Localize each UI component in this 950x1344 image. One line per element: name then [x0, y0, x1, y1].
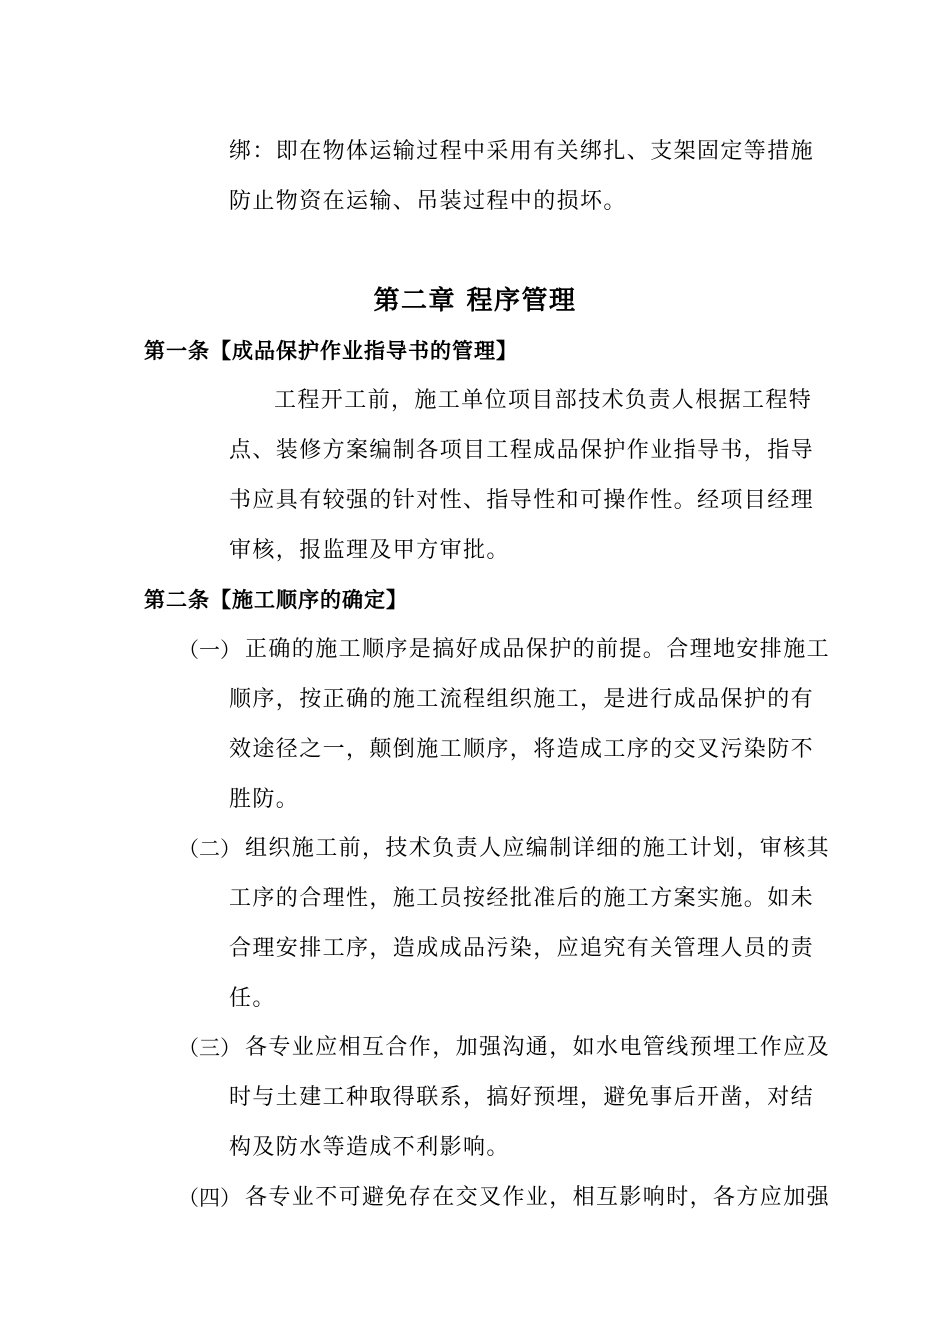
item-line: 组织施工前，技术负责人应编制详细的施工计划，审核其 — [245, 836, 831, 861]
item-line: 合理安排工序，造成成品污染，应追究有关管理人员的责 — [229, 936, 815, 961]
item-line: 任。 — [229, 986, 276, 1011]
item-line: 时与土建工种取得联系，搞好预埋，避免事后开凿，对结 — [229, 1085, 815, 1110]
intro-line: 绑：即在物体运输过程中采用有关绑扎、支架固定等措施 — [229, 139, 815, 164]
paragraph-line: 审核，报监理及甲方审批。 — [229, 538, 510, 563]
paragraph-line: 点、装修方案编制各项目工程成品保护作业指导书，指导 — [229, 438, 815, 463]
item-line: 工序的合理性，施工员按经批准后的施工方案实施。如未 — [229, 886, 815, 911]
item-number: （四） — [178, 1186, 241, 1210]
item-number: （一） — [178, 638, 241, 662]
article-title: 第一条【成品保护作业指导书的管理】 — [144, 339, 518, 363]
item-line: 各专业不可避免存在交叉作业，相互影响时，各方应加强 — [245, 1185, 831, 1210]
item-number: （二） — [178, 837, 241, 861]
item-line: 效途径之一，颠倒施工顺序，将造成工序的交叉污染防不 — [229, 737, 815, 762]
article-title: 第二条【施工顺序的确定】 — [144, 588, 408, 612]
item-line: 各专业应相互合作，加强沟通，如水电管线预埋工作应及 — [245, 1035, 831, 1060]
paragraph-line: 书应具有较强的针对性、指导性和可操作性。经项目经理 — [229, 488, 815, 513]
item-line: 构及防水等造成不利影响。 — [229, 1135, 510, 1160]
chapter-title: 第二章 程序管理 — [373, 286, 577, 316]
paragraph-line: 工程开工前，施工单位项目部技术负责人根据工程特 — [274, 388, 813, 413]
item-line: 胜防。 — [229, 787, 300, 812]
item-line: 正确的施工顺序是搞好成品保护的前提。合理地安排施工 — [245, 637, 831, 662]
intro-line: 防止物资在运输、吊装过程中的损坏。 — [229, 189, 627, 214]
item-number: （三） — [178, 1036, 241, 1060]
item-line: 顺序，按正确的施工流程组织施工，是进行成品保护的有 — [229, 687, 815, 712]
